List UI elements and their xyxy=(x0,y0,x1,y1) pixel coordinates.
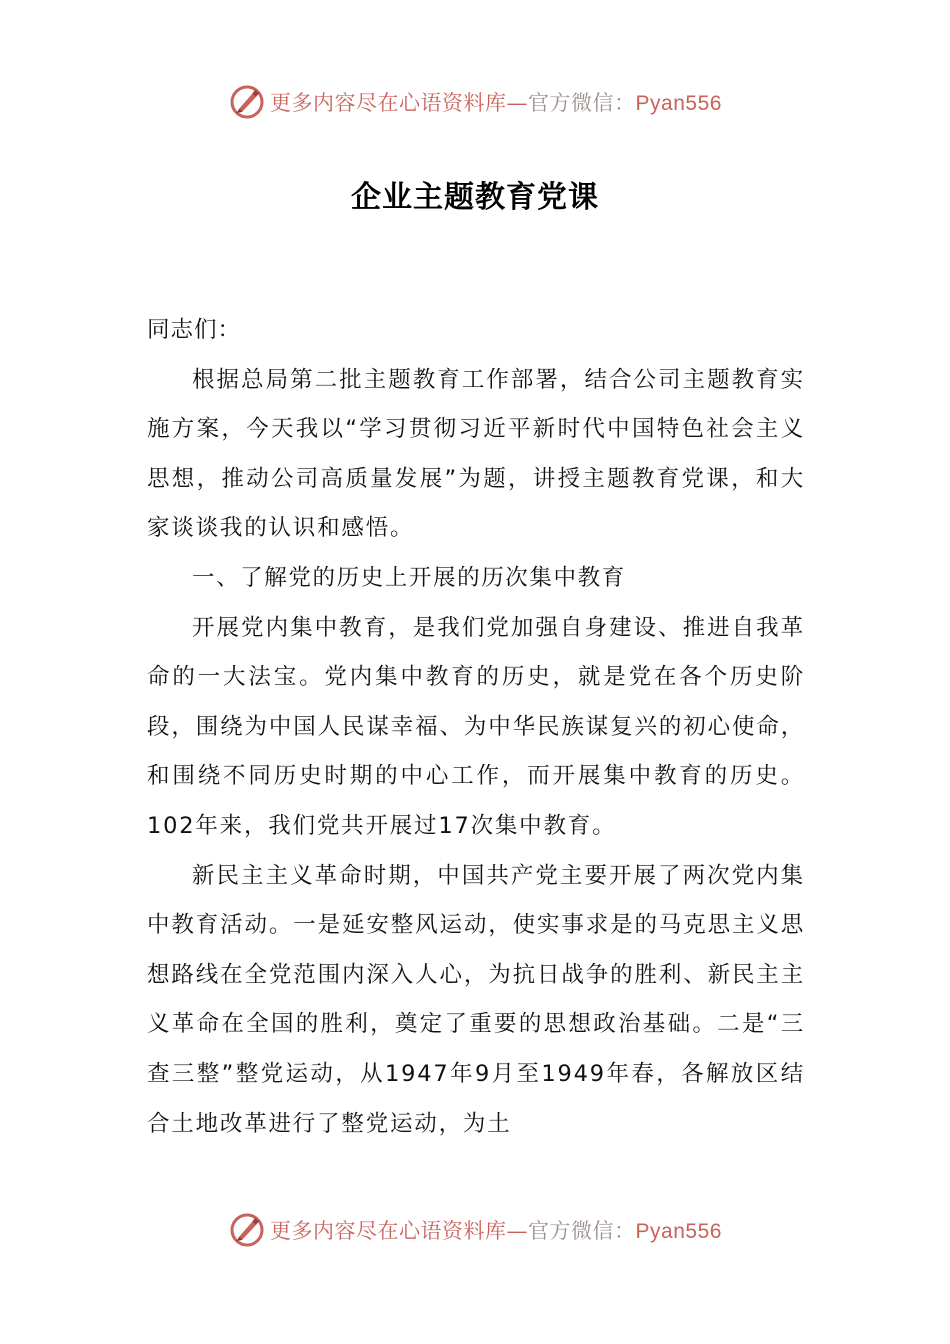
paragraph: 根据总局第二批主题教育工作部署，结合公司主题教育实施方案，今天我以“学习贯彻习近平新时代中国特色社会主义思想，推动公司高质量发展”为题，讲授主题教育党课，和大家谈谈我的认识和感悟。 xyxy=(147,366,805,542)
pen-circle-logo-icon xyxy=(228,83,266,121)
paragraph: 开展党内集中教育，是我们党加强自身建设、推进自我革命的一大法宝。党内集中教育的历史，就是党在各个历史阶段，围绕为中国人民谋幸福、为中华民族谋复兴的初心使命，和围绕不同历史时期的中心工作，而开展集中教育的历史。102年来，我们党共开展过17次集中教育。 xyxy=(147,614,805,839)
pen-circle-logo-icon xyxy=(228,1211,266,1249)
paragraph: 新民主主义革命时期，中国共产党主要开展了两次党内集中教育活动。一是延安整风运动，使实事求是的马克思主义思想路线在全党范围内深入人心，为抗日战争的胜利、新民主主义革命在全国的胜利，奠定了重要的思想政治基础。二是“三查三整”整党运动，从1947年9月至1949年春，各解放区结合土地改革进行了整党运动，为土 xyxy=(147,862,805,1137)
section-heading: 一、了解党的历史上开展的历次集中教育 xyxy=(192,564,626,591)
document-title: 企业主题教育党课 xyxy=(351,180,599,215)
document-body xyxy=(147,306,805,1149)
footer-watermark-banner xyxy=(0,1208,950,1252)
watermark-text: 更多内容尽在心语资料库—官方微信：Pyan556 xyxy=(270,1219,722,1243)
header-watermark-banner xyxy=(0,80,950,124)
greeting: 同志们： xyxy=(147,317,242,343)
watermark-text: 更多内容尽在心语资料库—官方微信：Pyan556 xyxy=(270,91,722,115)
